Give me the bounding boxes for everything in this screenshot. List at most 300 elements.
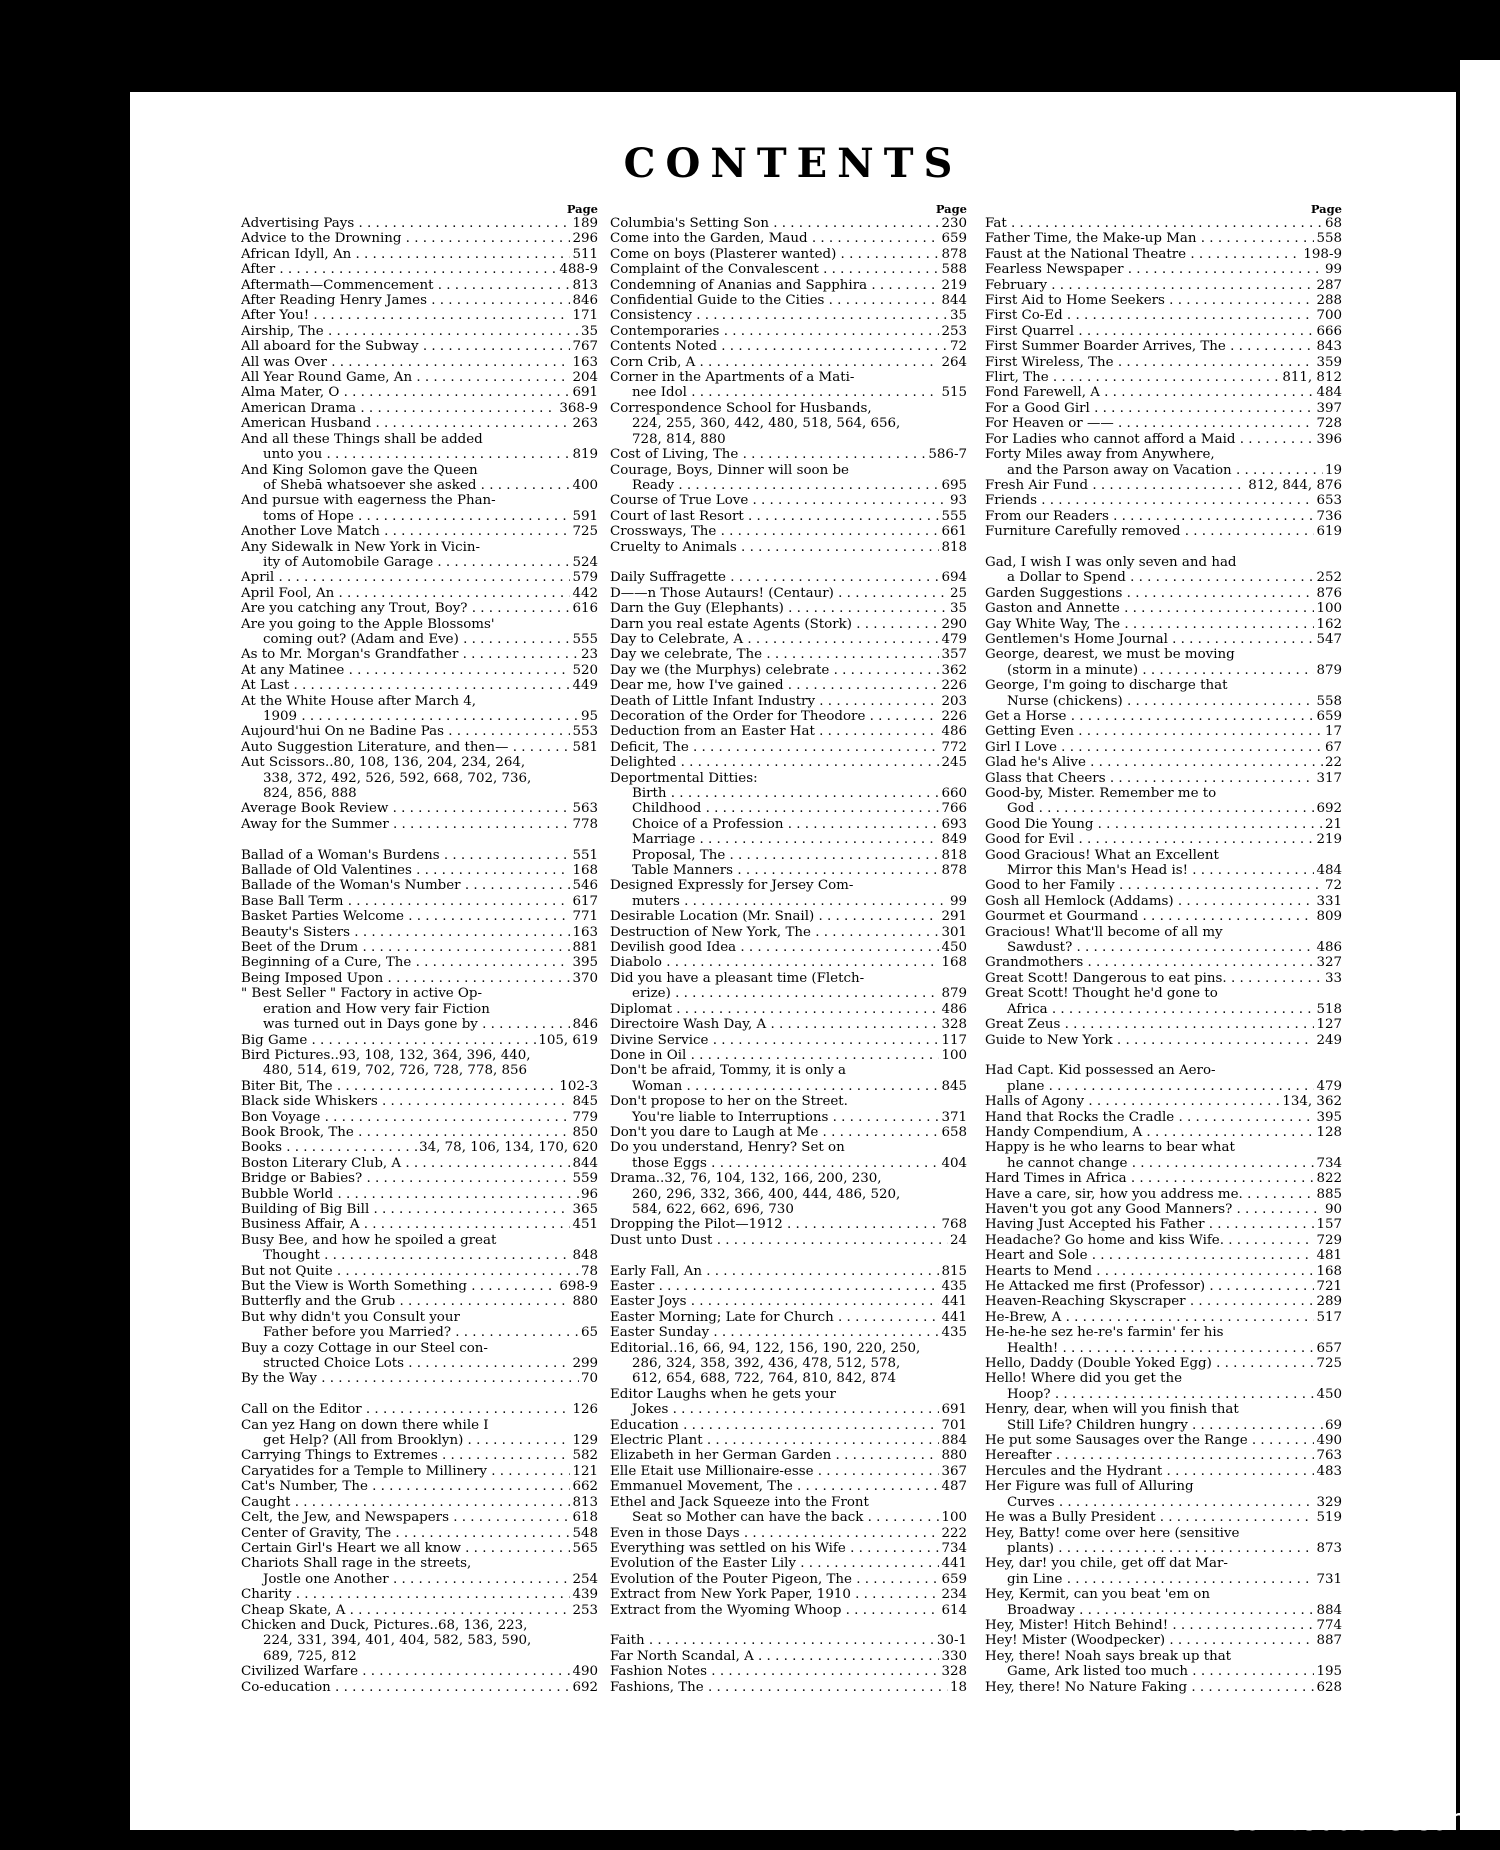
entry-page-number: 449 xyxy=(572,678,598,694)
entry-page-number: 547 xyxy=(1316,631,1342,647)
entry-page-number: 700 xyxy=(1316,308,1342,324)
entry-page-number: 479 xyxy=(941,631,967,647)
entry-title: Father Time, the Make-up Man . . . xyxy=(985,231,1314,246)
entry-title: Gentlemen's Home Journal . . . xyxy=(985,632,1314,647)
entry-title: Childhood . . . xyxy=(610,801,939,816)
entry-page-number: 546 xyxy=(572,878,598,894)
entry-page-number: 289 xyxy=(1316,1294,1342,1310)
entry-title: At the White House after March 4, xyxy=(241,693,477,709)
entry-title: Good Gracious! What an Excellent xyxy=(985,847,1219,863)
entry-title: nee Idol . . . xyxy=(610,385,939,400)
entry-title: Heaven-Reaching Skyscraper . . . xyxy=(985,1294,1314,1309)
entry-title: Extract from the Wyoming Whoop . . . xyxy=(610,1603,939,1618)
index-entry xyxy=(985,416,1342,431)
index-entry xyxy=(241,370,598,385)
entry-page-number: 628 xyxy=(1316,1679,1342,1695)
index-entry xyxy=(241,694,598,709)
entry-page-number: 288 xyxy=(1316,293,1342,309)
entry-title: Gaston and Annette . . . xyxy=(985,601,1314,616)
index-entry xyxy=(985,955,1342,970)
index-entry xyxy=(610,1279,967,1294)
index-entry xyxy=(985,1217,1342,1232)
index-entry xyxy=(985,1079,1342,1094)
index-entry xyxy=(241,663,598,678)
index-entry xyxy=(241,817,598,832)
entry-page-number: 23 xyxy=(580,647,598,663)
index-entry xyxy=(241,909,598,924)
index-entry xyxy=(241,1402,598,1417)
index-entry xyxy=(985,463,1342,478)
entry-title: Charity . . . xyxy=(241,1587,570,1602)
entry-page-number: 659 xyxy=(941,231,967,247)
entry-page-number: 486 xyxy=(1316,940,1342,956)
entry-title: By the Way . . . xyxy=(241,1371,579,1386)
index-entry xyxy=(610,694,967,709)
entry-title: Contents Noted . . . xyxy=(610,339,948,354)
index-entry xyxy=(985,370,1342,385)
entry-title: Fashion Notes . . . xyxy=(610,1664,939,1679)
entry-page-number: 763 xyxy=(1316,1448,1342,1464)
index-entry xyxy=(610,1063,967,1078)
entry-page-number: 658 xyxy=(941,1124,967,1140)
index-entry xyxy=(241,986,598,1001)
entry-page-number: 483 xyxy=(1316,1463,1342,1479)
index-entry xyxy=(985,586,1342,601)
entry-page-number: 734 xyxy=(1316,1155,1342,1171)
index-entry xyxy=(241,863,598,878)
index-entry xyxy=(241,570,598,585)
index-entry xyxy=(610,1310,967,1325)
index-entry xyxy=(241,955,598,970)
entry-page-number: 357 xyxy=(941,647,967,663)
index-entry xyxy=(241,1033,598,1048)
index-entry xyxy=(241,478,598,493)
entry-page-number: 100 xyxy=(1316,601,1342,617)
entry-page-number: 692 xyxy=(572,1679,598,1695)
entry-title: Great Scott! Dangerous to eat pins. . . . xyxy=(985,971,1323,986)
entry-title: George, I'm going to discharge that xyxy=(985,678,1228,694)
index-entry xyxy=(985,1680,1342,1695)
entry-title: (storm in a minute) . . . xyxy=(985,663,1314,678)
entry-page-number: 779 xyxy=(572,1109,598,1125)
entry-page-number: 90 xyxy=(1324,1201,1342,1217)
index-entry xyxy=(241,971,598,986)
index-entry xyxy=(610,1479,967,1494)
index-entry xyxy=(610,355,967,370)
entry-title: Bird Pictures..93, 108, 132, 364, 396, 440, xyxy=(241,1047,531,1063)
entry-page-number: 843 xyxy=(1316,339,1342,355)
index-entry xyxy=(610,247,967,262)
entry-title: Hoop? . . . xyxy=(985,1387,1314,1402)
index-entry xyxy=(610,1233,967,1248)
entry-page-number: 100 xyxy=(941,1047,967,1063)
index-entry xyxy=(241,801,598,816)
entry-page-number: 850 xyxy=(572,1124,598,1140)
entry-title: Cruelty to Animals . . . xyxy=(610,540,939,555)
entry-title: First Co-Ed . . . xyxy=(985,308,1314,323)
entry-page-number: 558 xyxy=(1316,693,1342,709)
entry-page-number: 327 xyxy=(1316,955,1342,971)
entry-page-number: 226 xyxy=(941,678,967,694)
index-entry xyxy=(985,1572,1342,1587)
entry-title: Game, Ark listed too much . . . xyxy=(985,1664,1314,1679)
entry-title: Grandmothers . . . xyxy=(985,955,1314,970)
index-entry xyxy=(985,231,1342,246)
index-entry xyxy=(610,1464,967,1479)
entry-title: Have a care, sir, how you address me. . . . xyxy=(985,1187,1314,1202)
index-entry xyxy=(241,262,598,277)
entry-title: Elle Etait use Millionaire-esse . . . xyxy=(610,1464,939,1479)
entry-title: 689, 725, 812 xyxy=(263,1648,357,1664)
index-entry xyxy=(985,894,1342,909)
entry-title: Celt, the Jew, and Newspapers . . . xyxy=(241,1510,570,1525)
entry-page-number: 24 xyxy=(949,1232,967,1248)
entry-title: Africa . . . xyxy=(985,1002,1314,1017)
entry-title: Nurse (chickens) . . . xyxy=(985,694,1314,709)
entry-title: After . . . xyxy=(241,262,557,277)
entry-title: structed Choice Lots . . . xyxy=(241,1356,570,1371)
entry-page-number: 439 xyxy=(572,1587,598,1603)
index-entry xyxy=(610,740,967,755)
index-entry xyxy=(241,1110,598,1125)
index-entry xyxy=(241,231,598,246)
index-entry xyxy=(985,1664,1342,1679)
index-entry xyxy=(985,1603,1342,1618)
index-entry xyxy=(610,447,967,462)
entry-page-number: 734 xyxy=(941,1540,967,1556)
index-entry xyxy=(241,1341,598,1356)
entry-page-number: 845 xyxy=(941,1078,967,1094)
entry-title: Done in Oil . . . xyxy=(610,1048,939,1063)
entry-title: As to Mr. Morgan's Grandfather . . . xyxy=(241,647,579,662)
entry-title: Hey, Kermit, can you beat 'em on xyxy=(985,1587,1210,1603)
index-entry xyxy=(610,1556,967,1571)
entry-title: From our Readers . . . xyxy=(985,509,1314,524)
index-entry xyxy=(241,355,598,370)
index-entry xyxy=(985,293,1342,308)
entry-page-number: 195 xyxy=(1316,1664,1342,1680)
entry-page-number: 253 xyxy=(572,1602,598,1618)
entry-title: Deduction from an Easter Hat . . . xyxy=(610,724,939,739)
entry-page-number: 885 xyxy=(1316,1186,1342,1202)
entry-title: Hercules and the Hydrant . . . xyxy=(985,1464,1314,1479)
index-entry xyxy=(610,724,967,739)
entry-title: Fresh Air Fund . . . xyxy=(985,478,1246,493)
entry-title: Aujourd'hui On ne Badine Pas . . . xyxy=(241,724,570,739)
entry-title: Delighted . . . xyxy=(610,755,939,770)
entry-title: Day we celebrate, The . . . xyxy=(610,647,939,662)
entry-title: Dropping the Pilot—1912 . . . xyxy=(610,1217,939,1232)
entry-page-number: 487 xyxy=(941,1479,967,1495)
entry-page-number: 168 xyxy=(941,955,967,971)
entry-title: Early Fall, An . . . xyxy=(610,1264,939,1279)
entry-page-number: 157 xyxy=(1316,1217,1342,1233)
entry-title: Flirt, The . . . xyxy=(985,370,1280,385)
entry-page-number: 222 xyxy=(941,1525,967,1541)
index-entry xyxy=(241,401,598,416)
entry-title: 260, 296, 332, 366, 400, 444, 486, 520, xyxy=(632,1186,901,1202)
entry-page-number: 849 xyxy=(941,832,967,848)
index-entry xyxy=(610,216,967,231)
entry-page-number: 772 xyxy=(941,739,967,755)
index-entry xyxy=(985,1510,1342,1525)
index-entry xyxy=(985,1387,1342,1402)
entry-page-number: 698-9 xyxy=(559,1279,598,1295)
entry-page-number: 254 xyxy=(572,1571,598,1587)
index-entry xyxy=(241,1479,598,1494)
entry-page-number: 18 xyxy=(949,1679,967,1695)
entry-page-number: 370 xyxy=(572,970,598,986)
entry-page-number: 78 xyxy=(580,1263,598,1279)
entry-title: gin Line . . . xyxy=(985,1572,1314,1587)
index-entry xyxy=(610,540,967,555)
entry-page-number: 331 xyxy=(1316,893,1342,909)
entry-title: Another Love Match . . . xyxy=(241,524,570,539)
entry-title: Center of Gravity, The . . . xyxy=(241,1526,570,1541)
index-entry xyxy=(610,339,967,354)
entry-title: coming out? (Adam and Eve) . . . xyxy=(241,632,570,647)
entry-page-number: 219 xyxy=(1316,832,1342,848)
entry-title: Destruction of New York, The . . . xyxy=(610,925,939,940)
index-entry xyxy=(985,647,1342,662)
entry-title: Glass that Cheers . . . xyxy=(985,771,1314,786)
entry-page-number: 404 xyxy=(941,1155,967,1171)
entry-title: Courage, Boys, Dinner will soon be xyxy=(610,462,849,478)
entry-page-number: 878 xyxy=(941,863,967,879)
index-entry xyxy=(241,1017,598,1032)
index-entry xyxy=(610,925,967,940)
index-entry xyxy=(610,1156,967,1171)
index-entry xyxy=(985,385,1342,400)
entry-page-number: 691 xyxy=(941,1402,967,1418)
entry-title: He was a Bully President . . . xyxy=(985,1510,1314,1525)
entry-page-number: 878 xyxy=(941,246,967,262)
entry-page-number: 100 xyxy=(941,1510,967,1526)
index-entry xyxy=(610,1140,967,1155)
entry-title: Base Ball Term . . . xyxy=(241,894,570,909)
index-entry xyxy=(610,801,967,816)
index-entry xyxy=(985,832,1342,847)
entry-page-number: 95 xyxy=(580,709,598,724)
entry-title: Aftermath—Commencement . . . xyxy=(241,278,570,293)
entry-page-number: 128 xyxy=(1316,1124,1342,1140)
entry-page-number: 171 xyxy=(572,308,598,324)
index-entry xyxy=(985,878,1342,893)
index-entry xyxy=(610,1125,967,1140)
entry-page-number: 524 xyxy=(572,554,598,570)
entry-title: Gosh all Hemlock (Addams) . . . xyxy=(985,894,1314,909)
index-entry xyxy=(985,1233,1342,1248)
entry-title: 584, 622, 662, 696, 730 xyxy=(632,1201,794,1217)
entry-title: Drama..32, 76, 104, 132, 166, 200, 230, xyxy=(610,1171,882,1187)
index-entry xyxy=(241,1048,598,1063)
entry-title: Forty Miles away from Anywhere, xyxy=(985,447,1215,463)
entry-page-number: 330 xyxy=(941,1648,967,1664)
entry-title: Haven't you got any Good Manners? . . . xyxy=(985,1202,1323,1217)
entry-title: Darn the Guy (Elephants) . . . xyxy=(610,601,948,616)
entry-page-number: 519 xyxy=(1316,1510,1342,1526)
entry-title: Cat's Number, The . . . xyxy=(241,1479,570,1494)
contents-page xyxy=(130,92,1456,1830)
entry-title: At Last . . . xyxy=(241,678,570,693)
index-entry xyxy=(241,940,598,955)
index-entry xyxy=(241,1233,598,1248)
entry-title: Chariots Shall rage in the streets, xyxy=(241,1556,472,1572)
index-entry xyxy=(610,293,967,308)
index-entry xyxy=(241,1371,598,1386)
entry-page-number: 581 xyxy=(572,739,598,755)
entry-page-number: 563 xyxy=(572,801,598,817)
entry-title: Thought . . . xyxy=(241,1248,570,1263)
index-entry xyxy=(610,1418,967,1433)
entry-page-number: 481 xyxy=(1316,1248,1342,1264)
entry-page-number: 35 xyxy=(580,323,598,339)
index-entry xyxy=(241,1664,598,1679)
entry-page-number: 695 xyxy=(941,477,967,493)
index-entry xyxy=(610,1371,967,1386)
entry-page-number: 102-3 xyxy=(559,1078,598,1094)
index-entry xyxy=(241,1448,598,1463)
index-entry xyxy=(985,1495,1342,1510)
entry-title: Seat so Mother can have the back . . . xyxy=(610,1510,939,1525)
index-entry xyxy=(985,478,1342,493)
entry-title: Gad, I wish I was only seven and had xyxy=(985,554,1237,570)
index-entry xyxy=(985,1356,1342,1371)
entry-page-number: 395 xyxy=(1316,1109,1342,1125)
entry-title: Gracious! What'll become of all my xyxy=(985,924,1223,940)
entry-title: Beauty's Sisters . . . xyxy=(241,925,570,940)
index-entry xyxy=(985,1526,1342,1541)
entry-title: For a Good Girl . . . xyxy=(985,401,1314,416)
entry-title: First Quarrel . . . xyxy=(985,324,1314,339)
entry-page-number: 660 xyxy=(941,786,967,802)
entry-title: Aut Scissors..80, 108, 136, 204, 234, 264, xyxy=(241,755,526,771)
index-entry xyxy=(241,647,598,662)
entry-page-number: 105, 619 xyxy=(538,1032,598,1048)
entry-page-number: 371 xyxy=(941,1109,967,1125)
index-entry xyxy=(241,1294,598,1309)
entry-title: Evolution of the Easter Lily . . . xyxy=(610,1556,939,1571)
index-entry xyxy=(985,1171,1342,1186)
index-entry xyxy=(610,308,967,323)
index-entry xyxy=(610,1603,967,1618)
entry-page-number: 121 xyxy=(572,1463,598,1479)
entry-page-number: 884 xyxy=(1316,1602,1342,1618)
index-entry xyxy=(985,709,1342,724)
entry-title: Biter Bit, The . . . xyxy=(241,1079,557,1094)
index-entry xyxy=(610,647,967,662)
index-entry xyxy=(985,786,1342,801)
entry-title: Civilized Warfare . . . xyxy=(241,1664,570,1679)
entry-title: First Aid to Home Seekers . . . xyxy=(985,293,1314,308)
entry-title: Good Die Young . . . xyxy=(985,817,1323,832)
entry-page-number: 400 xyxy=(572,477,598,493)
index-entry xyxy=(610,617,967,632)
entry-title: Consistency . . . xyxy=(610,308,948,323)
index-entry xyxy=(610,1094,967,1109)
entry-title: Contemporaries . . . xyxy=(610,324,939,339)
entry-page-number: 68 xyxy=(1324,216,1342,231)
entry-page-number: 359 xyxy=(1316,354,1342,370)
index-entry xyxy=(985,801,1342,816)
entry-page-number: 725 xyxy=(572,524,598,540)
index-entry xyxy=(241,540,598,555)
entry-title: Handy Compendium, A . . . xyxy=(985,1125,1314,1140)
index-entry xyxy=(241,1495,598,1510)
entry-page-number: 666 xyxy=(1316,323,1342,339)
index-entry xyxy=(985,971,1342,986)
entry-title: Busy Bee, and how he spoiled a great xyxy=(241,1232,497,1248)
entry-page-number: 203 xyxy=(941,693,967,709)
entry-title: 286, 324, 358, 392, 436, 478, 512, 578, xyxy=(632,1356,901,1372)
entry-title: Devilish good Idea . . . xyxy=(610,940,939,955)
index-entry xyxy=(985,601,1342,616)
entry-title: Average Book Review . . . xyxy=(241,801,570,816)
entry-title: Gourmet et Gourmand . . . xyxy=(985,909,1314,924)
index-entry xyxy=(241,1217,598,1232)
entry-title: Court of last Resort . . . xyxy=(610,509,939,524)
entry-title: Evolution of the Pouter Pigeon, The . . . xyxy=(610,1572,939,1587)
index-column-3 xyxy=(985,202,1342,1695)
index-entry xyxy=(241,216,598,231)
entry-page-number: 69 xyxy=(1324,1417,1342,1433)
entry-title: Corner in the Apartments of a Mati- xyxy=(610,370,855,386)
index-entry xyxy=(610,986,967,1001)
entry-page-number: 35 xyxy=(949,308,967,324)
entry-page-number: 226 xyxy=(941,708,967,724)
entry-title: Ethel and Jack Squeeze into the Front xyxy=(610,1494,869,1510)
entry-title: Advice to the Drowning . . . xyxy=(241,231,570,246)
entry-page-number: 25 xyxy=(949,585,967,601)
entry-page-number: 818 xyxy=(941,847,967,863)
index-entry xyxy=(610,1587,967,1602)
index-entry xyxy=(241,1079,598,1094)
index-entry xyxy=(610,848,967,863)
entry-title: and the Parson away on Vacation . . . xyxy=(985,463,1323,478)
index-entry xyxy=(241,1572,598,1587)
index-entry xyxy=(985,848,1342,863)
entry-page-number: 486 xyxy=(941,1001,967,1017)
entry-title: Condemning of Ananias and Sapphira . . . xyxy=(610,278,939,293)
index-entry xyxy=(610,401,967,416)
entry-page-number: 490 xyxy=(572,1664,598,1680)
index-entry xyxy=(241,586,598,601)
entry-page-number: 484 xyxy=(1316,863,1342,879)
entry-title: Diabolo . . . xyxy=(610,955,939,970)
index-entry xyxy=(985,1310,1342,1325)
entry-title: 224, 331, 394, 401, 404, 582, 583, 590, xyxy=(263,1633,532,1649)
entry-page-number: 34, 78, 106, 134, 170, 620 xyxy=(419,1140,598,1156)
index-entry xyxy=(985,1464,1342,1479)
entry-page-number: 22 xyxy=(1324,755,1342,771)
entry-page-number: 30-1 xyxy=(936,1633,967,1649)
entry-page-number: 488-9 xyxy=(559,262,598,278)
entry-page-number: 818 xyxy=(941,539,967,555)
entry-title: Health! . . . xyxy=(985,1341,1314,1356)
index-entry xyxy=(610,1033,967,1048)
entry-page-number: 881 xyxy=(572,940,598,956)
index-entry xyxy=(610,1002,967,1017)
entry-page-number: 72 xyxy=(949,339,967,355)
entry-title: Certain Girl's Heart we all know . . . xyxy=(241,1541,570,1556)
index-entry xyxy=(241,1310,598,1325)
entry-page-number: 435 xyxy=(941,1279,967,1294)
index-entry xyxy=(610,493,967,508)
index-entry xyxy=(241,1649,598,1664)
entry-title: Marriage . . . xyxy=(610,832,939,847)
entry-title: Get a Horse . . . xyxy=(985,709,1314,724)
entry-title: Hello, Daddy (Double Yoked Egg) . . . xyxy=(985,1356,1314,1371)
